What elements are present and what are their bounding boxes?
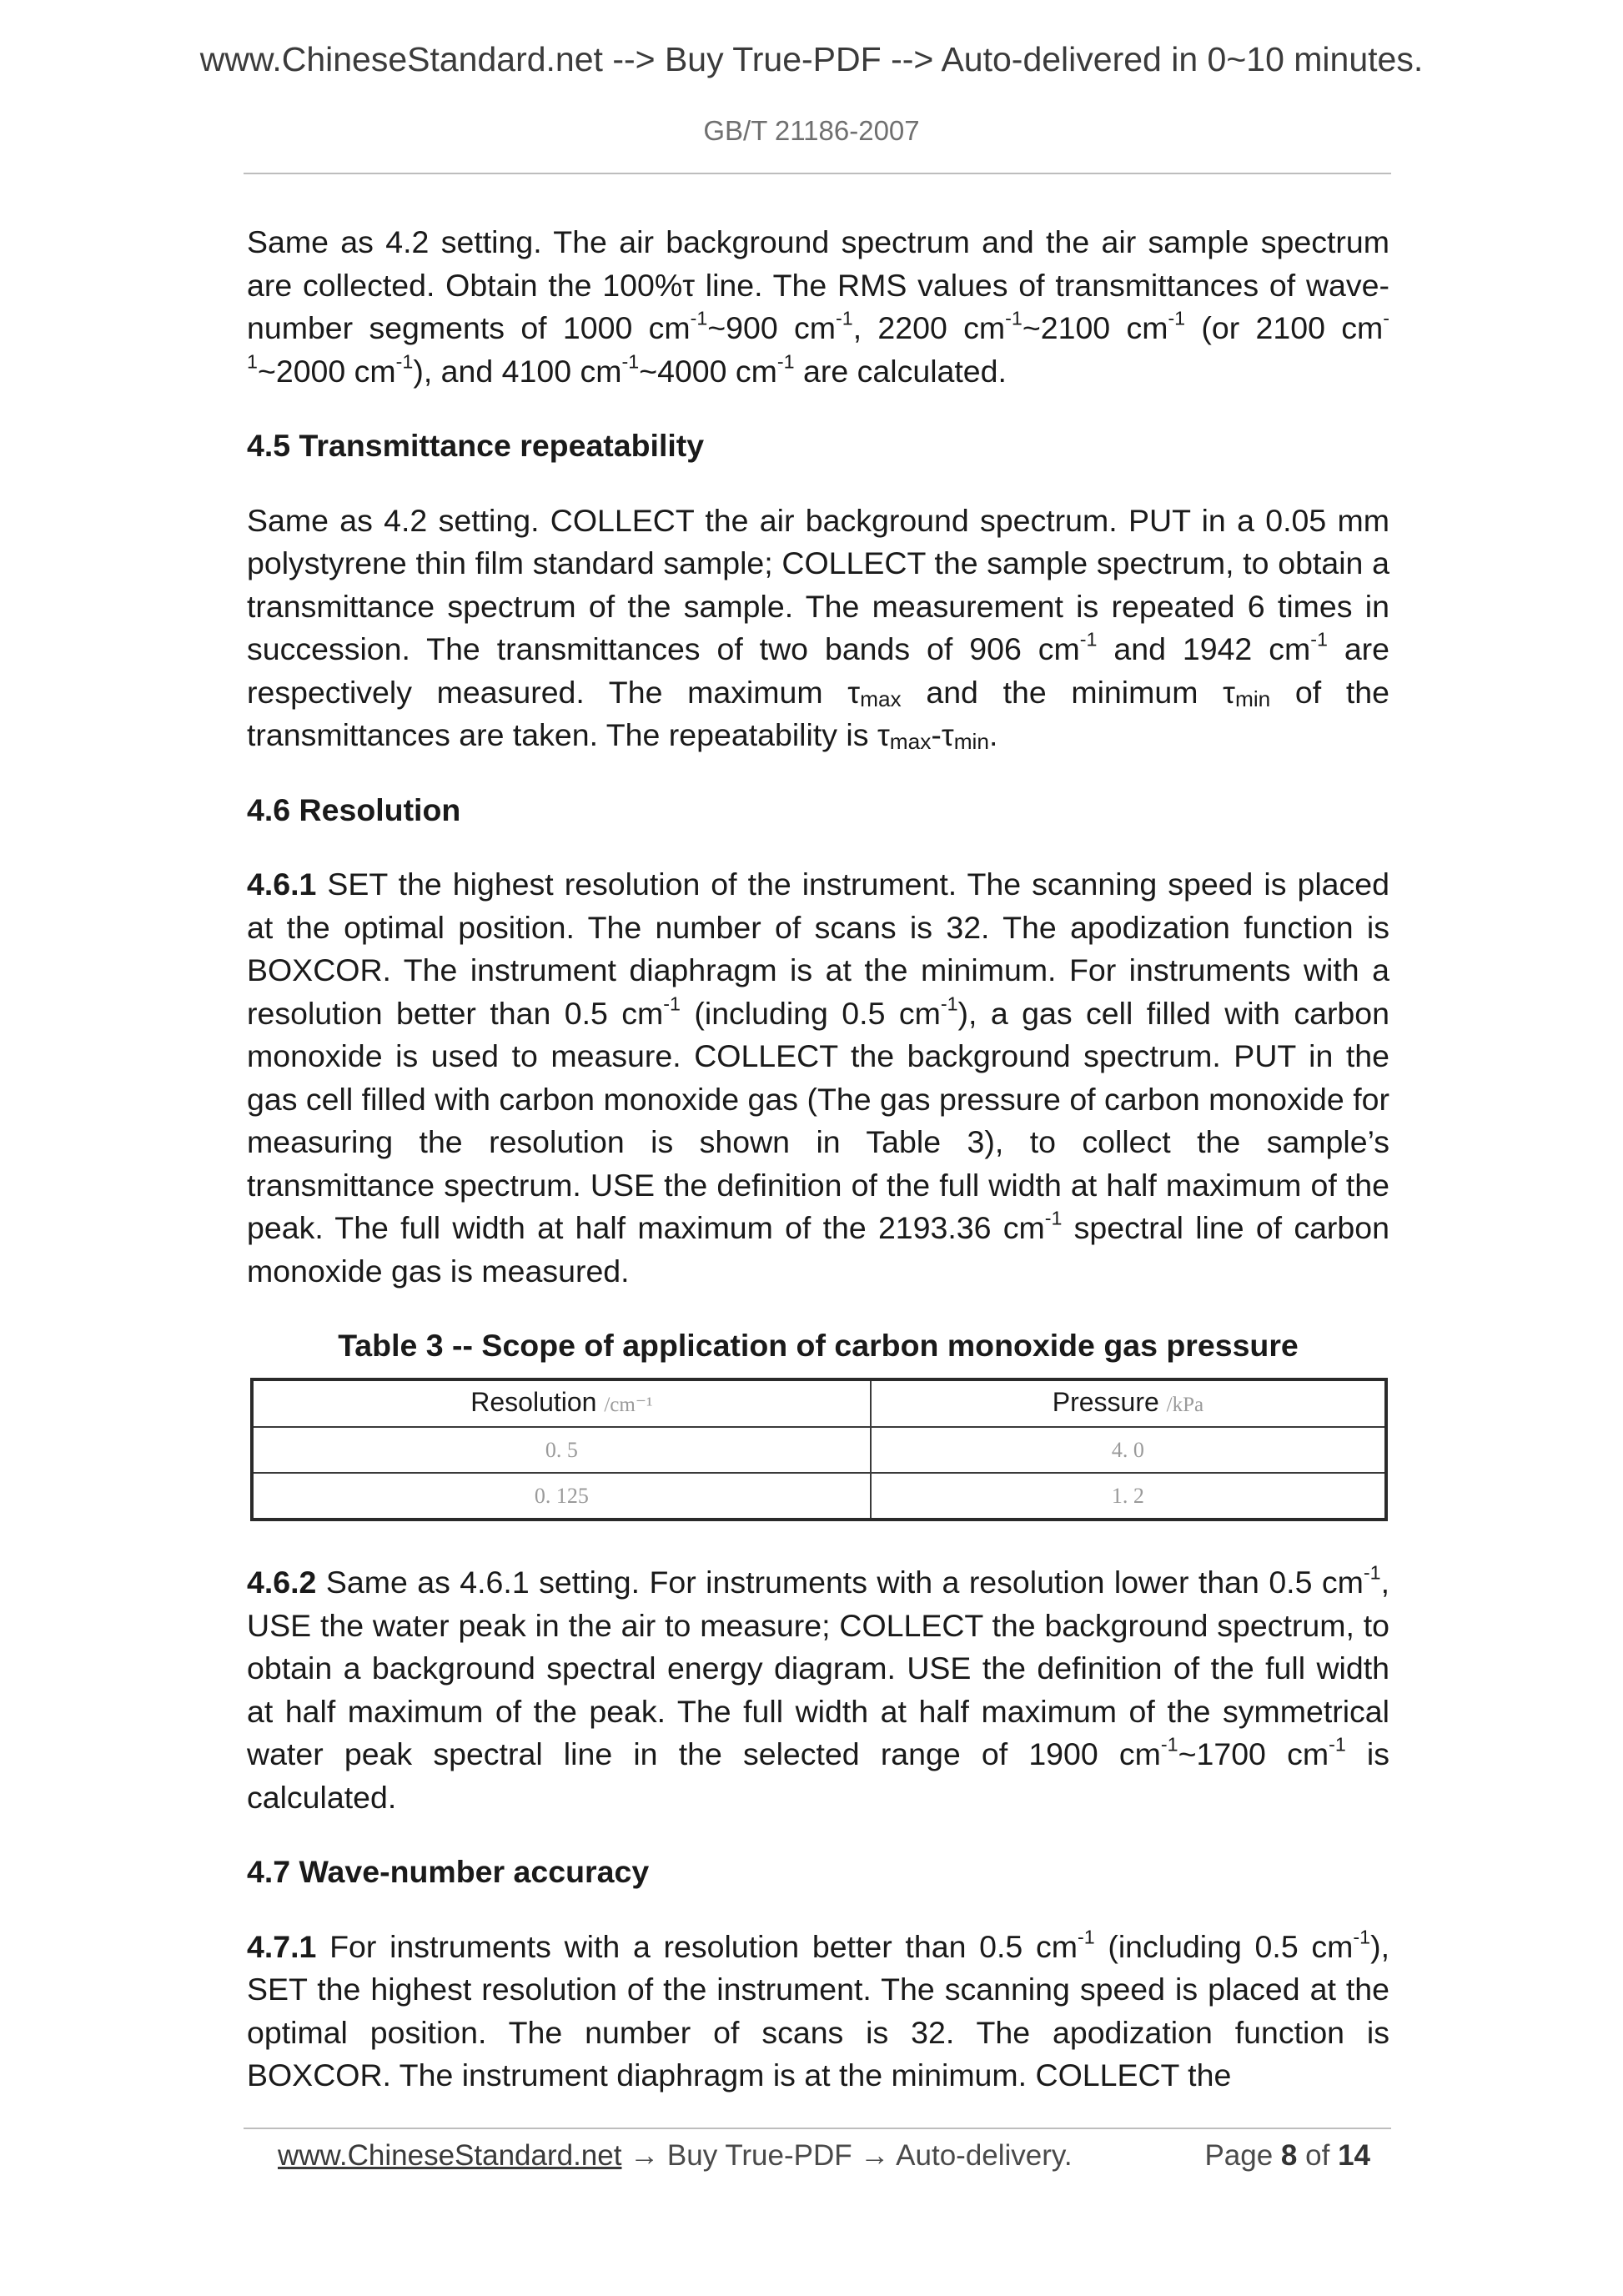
page-indicator: Page 8 of 14 (1204, 2139, 1370, 2172)
table-header-row (252, 1379, 1386, 1428)
page-footer (278, 2139, 1370, 2173)
table-cell-resolution: 0. 125 (252, 1473, 871, 1520)
table-cell-pressure: 4. 0 (871, 1427, 1386, 1473)
page-total: 14 (1338, 2139, 1370, 2172)
table-3-title: Table 3 -- Scope of application of carbon monoxide gas pressure (338, 1328, 1299, 1363)
page-content (247, 221, 1389, 2129)
top-banner: www.ChineseStandard.net --> Buy True-PDF --> Auto-delivered in 0~10 minutes. (199, 40, 1424, 78)
table-header-pressure: Pressure /kPa (871, 1379, 1386, 1428)
table-row (252, 1427, 1386, 1473)
table-header-resolution: Resolution /cm⁻¹ (252, 1379, 871, 1428)
page-number: 8 (1280, 2139, 1298, 2172)
header-divider (244, 173, 1391, 174)
section-heading-4-5: 4.5 Transmittance repeatability (247, 428, 705, 463)
section-heading-4-6: 4.6 Resolution (247, 791, 461, 827)
table-row (252, 1473, 1386, 1520)
table-cell-pressure: 1. 2 (871, 1473, 1386, 1520)
paragraph-4-6-2: 4.6.2 Same as 4.6.1 setting. For instruments with a resolution lower than 0.5 $cm^{-1}$, USE the water peak in the air to measure; COLLECT the background spectrum, to obtain a background spectral energy diagram. USE the definition of the full width at half maximum of the peak. The full width at half maximum of the symmetrical water peak spectral line in the selected range of 1900 $cm^{-1}\sim 1700$ $cm^{-1}$ is calculated. (247, 1561, 1390, 1815)
footer-divider (244, 2128, 1391, 2129)
paragraph-4-4-continued: Same as 4.2 setting. The air background spectrum and the air sample spectrum are collected. Obtain the 100%τ line. The RMS values of transmittances of wave-number segments of 1000 $cm^{-1}\sim 900$ $cm^{-1}$, 2200 $cm^{-1}\sim 2100$ $cm^{-1}$ (or 2100 $cm^{-1}\sim 2000$ $cm^{-1}$), and 4100 $cm^{-1}\sim 4000$ $cm^{-1}$ are calculated. (247, 224, 1389, 389)
table-3 (250, 1378, 1388, 1522)
footer-text: → Buy True-PDF → Auto-delivery. (621, 2139, 1073, 2172)
section-heading-4-7: 4.7 Wave-number accuracy (247, 1854, 650, 1889)
paragraph-4-6-1: 4.6.1 SET the highest resolution of the instrument. The scanning speed is placed at the optimal position. The number of scans is 32. The apodization function is BOXCOR. The instrument diaphragm is at the minimum. For instruments with a resolution better than 0.5 $cm^{-1}$ (including 0.5 $cm^{-1}$), a gas cell filled with carbon monoxide is used to measure. COLLECT the background spectrum. PUT in the gas cell filled with carbon monoxide gas (The gas pressure of carbon monoxide for measuring the resolution is shown in Table 3), to collect the sample’s transmittance spectrum. USE the definition of the full width at half maximum of the peak. The full width at half maximum of the 2193.36 $cm^{-1}$ spectral line of carbon monoxide gas is measured. (247, 867, 1389, 1289)
paragraph-4-7-1: 4.7.1 For instruments with a resolution better than 0.5 $cm^{-1}$ (including 0.5 $cm^{-1}$), SET the highest resolution of the instrument. The scanning speed is placed at the optimal position. The number of scans is 32. The apodization function is BOXCOR. The instrument diaphragm is at the minimum. COLLECT the (247, 1925, 1389, 2093)
document-code: GB/T 21186-2007 (703, 115, 920, 146)
footer-site-link[interactable]: www.ChineseStandard.net (278, 2139, 622, 2172)
table-cell-resolution: 0. 5 (252, 1427, 871, 1473)
paragraph-4-5: Same as 4.2 setting. COLLECT the air background spectrum. PUT in a 0.05 mm polystyrene thin film standard sample; COLLECT the sample spectrum, to obtain a transmittance spectrum of the sample. The measurement is repeated 6 times in succession. The transmittances of two bands of 906 $cm^{-1}$ and 1942 $cm^{-1}$ are respectively measured. The maximum $\tau_{max}$ and the minimum $\tau_{min}$ of the transmittances are taken. The repeatability is $\tau_{max}-\tau_{min}$. (247, 502, 1390, 754)
